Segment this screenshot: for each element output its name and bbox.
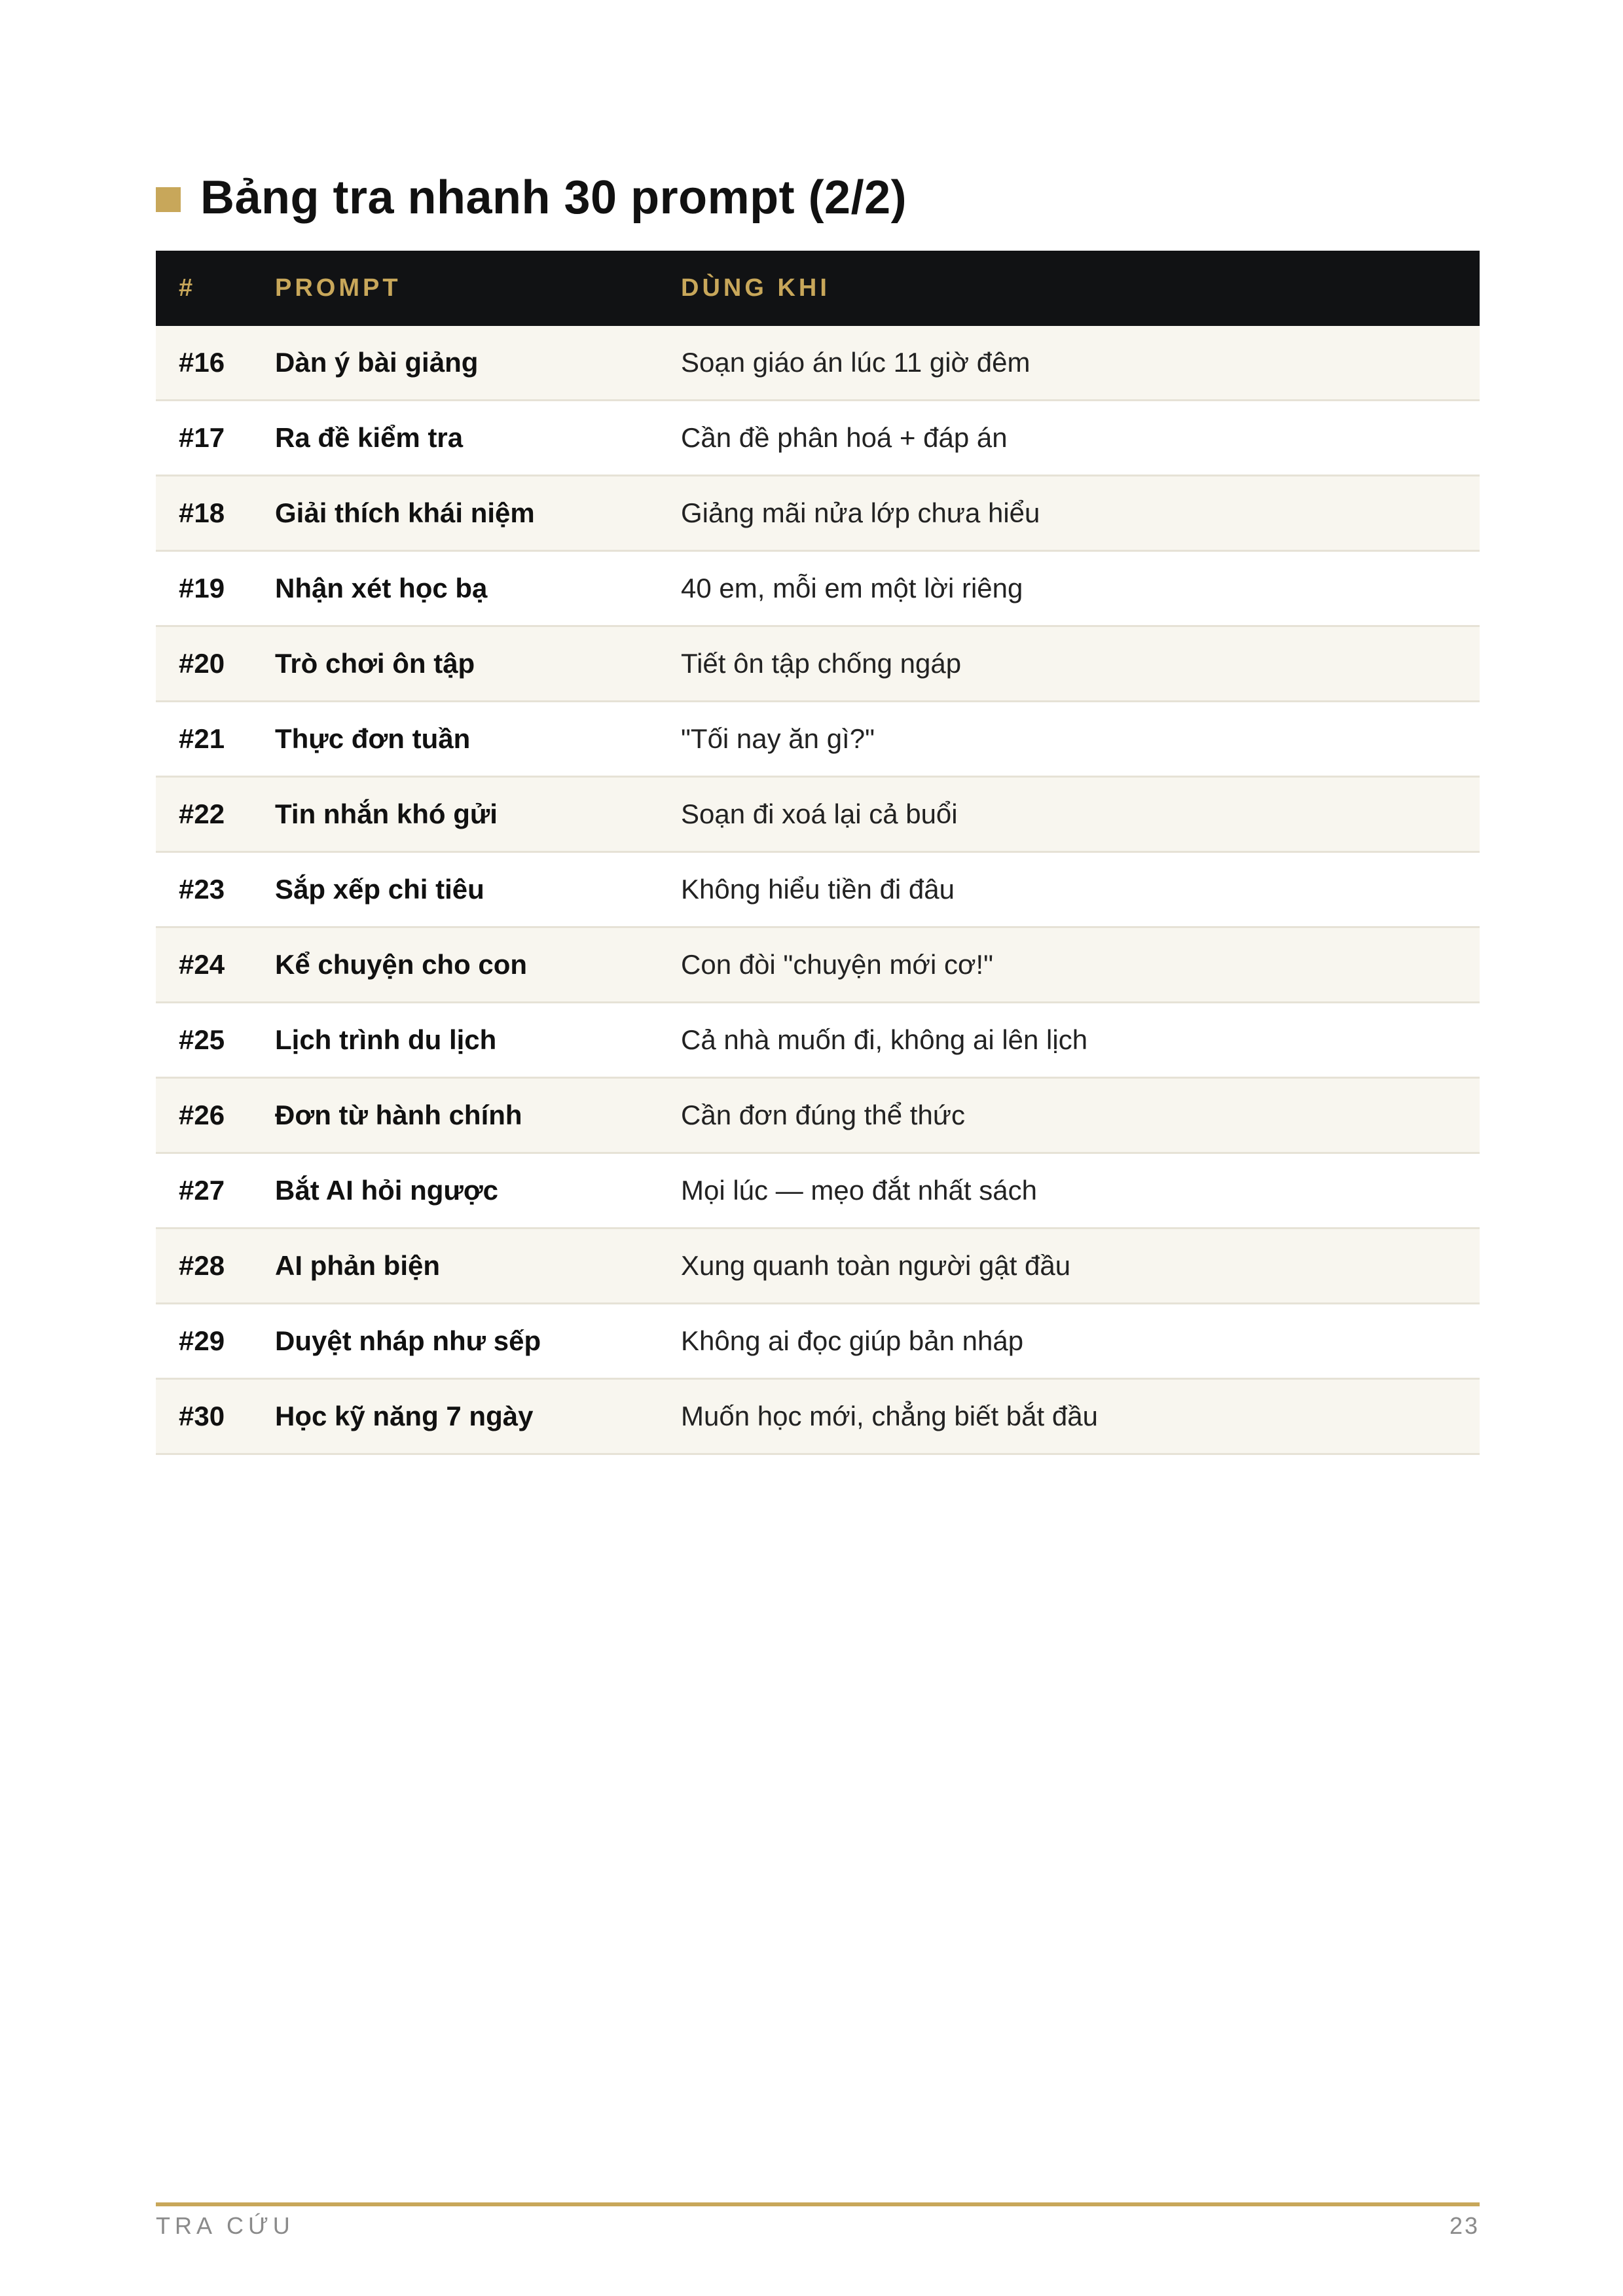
row-when: Xung quanh toàn người gật đầu [681,1250,1071,1281]
row-num: #21 [179,723,225,754]
row-prompt: Nhận xét học bạ [275,573,488,603]
table-row [156,1304,1480,1380]
row-num: #22 [179,798,225,829]
row-prompt: Sắp xếp chi tiêu [275,874,484,905]
row-when: Giảng mãi nửa lớp chưa hiểu [681,497,1040,528]
table-row [156,401,1480,476]
row-when: 40 em, mỗi em một lời riêng [681,573,1023,603]
table-row [156,1154,1480,1229]
row-prompt: Giải thích khái niệm [275,497,535,528]
table-row [156,928,1480,1003]
row-when: Soạn giáo án lúc 11 giờ đêm [681,347,1030,378]
table-row [156,1003,1480,1079]
page-heading [156,165,907,230]
row-when: Cần đề phân hoá + đáp án [681,422,1008,453]
row-num: #29 [179,1325,225,1356]
row-prompt: Học kỹ năng 7 ngày [275,1401,534,1431]
row-prompt: Tin nhắn khó gửi [275,798,498,829]
page-title: Bảng tra nhanh 30 prompt (2/2) [200,171,907,224]
row-when: Mọi lúc — mẹo đắt nhất sách [681,1175,1037,1206]
footer-section-label: TRA CỨU [156,2212,295,2239]
row-when: Tiết ôn tập chống ngáp [681,648,962,679]
row-num: #16 [179,347,225,378]
footer-divider [156,2202,1480,2206]
header-prompt: PROMPT [275,274,401,302]
row-num: #18 [179,497,225,528]
table-row [156,1380,1480,1455]
row-num: #17 [179,422,225,453]
row-when: Soạn đi xoá lại cả buổi [681,798,958,829]
table-row [156,1229,1480,1304]
prompt-table [156,251,1480,1455]
header-num: # [179,274,196,302]
row-prompt: Đơn từ hành chính [275,1100,522,1130]
table-row [156,702,1480,778]
row-prompt: Thực đơn tuần [275,723,471,754]
table-row [156,1079,1480,1154]
table-row [156,326,1480,401]
row-prompt: Bắt AI hỏi ngược [275,1175,499,1206]
row-prompt: Trò chơi ôn tập [275,648,475,679]
row-when: Cả nhà muốn đi, không ai lên lịch [681,1024,1088,1055]
row-num: #20 [179,648,225,679]
table-row [156,853,1480,928]
row-num: #23 [179,874,225,905]
row-num: #25 [179,1024,225,1055]
row-prompt: Lịch trình du lịch [275,1024,497,1055]
table-row [156,552,1480,627]
row-when: Con đòi "chuyện mới cơ!" [681,949,994,980]
heading-marker [156,187,181,212]
row-prompt: Kể chuyện cho con [275,949,528,980]
row-prompt: Duyệt nháp như sếp [275,1325,541,1356]
row-when: Không hiểu tiền đi đâu [681,874,955,905]
row-num: #28 [179,1250,225,1281]
row-prompt: AI phản biện [275,1250,440,1281]
header-when: DÙNG KHI [681,274,830,302]
row-when: "Tối nay ăn gì?" [681,723,875,754]
row-when: Không ai đọc giúp bản nháp [681,1325,1024,1356]
row-num: #30 [179,1401,225,1431]
row-num: #24 [179,949,225,980]
table-header [156,251,1480,326]
row-num: #27 [179,1175,225,1206]
row-when: Cần đơn đúng thể thức [681,1100,965,1130]
row-num: #26 [179,1100,225,1130]
row-num: #19 [179,573,225,603]
table-row [156,778,1480,853]
table-row [156,476,1480,552]
row-prompt: Ra đề kiểm tra [275,422,464,453]
table-row [156,627,1480,702]
row-when: Muốn học mới, chẳng biết bắt đầu [681,1401,1098,1431]
page-number: 23 [1449,2212,1480,2239]
row-prompt: Dàn ý bài giảng [275,347,479,378]
